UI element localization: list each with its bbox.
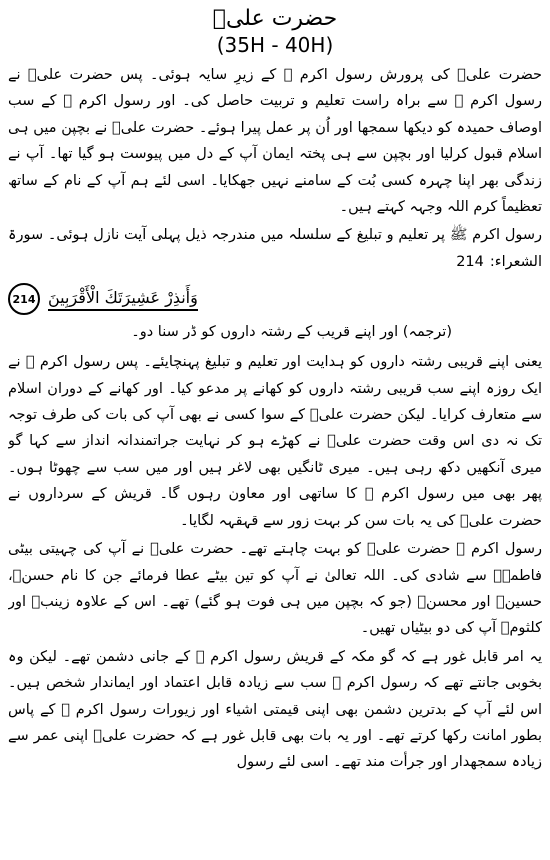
surah-reference: 214 xyxy=(456,253,484,270)
paragraph-invitation: یعنی اپنے قریبی رشتہ داروں کو ہدایت اور تعلیم و تبلیغ پہنچایئے۔ پس رسول اکرم ﷺ نے ایک روزہ اپنے سب قریبی رشتہ داروں کو کھانے پر مدعو کیا۔ اور کھانے کے دوران اسلام سے متعارف کرایا۔ لیکن حضرت علیؓ کے سوا کسی نے بھی آپ کی بات کی طرف توجہ تک نہ دی اس وقت حضرت علیؓ نے کھڑے ہو کر نہایت جراتمندانہ انداز سے کہا گو میری آنکھیں دکھ رہی ہیں۔ میری ٹانگیں بھی لاغر ہیں اور میں سب سے چھوٹا ہوں۔ پھر بھی میں رسول اکرم ﷺ کا ساتھی اور معاون رہوں گا۔ قریش کے سرداروں نے حضرت علیؓ کی یہ بات سن کر بہت زور سے قہقہہ لگایا۔ xyxy=(8,354,542,529)
quran-verse xyxy=(8,279,502,319)
paragraph-trust: یہ امر قابل غور ہے کہ گو مکہ کے قریش رسول اکرم ﷺ کے جانی دشمن تھے۔ لیکن وہ بخوبی جانتے تھے کہ رسول اکرم ﷺ سب سے زیادہ قابل اعتماد اور ایماندار شخص ہیں۔ اس لئے آپ کے بدترین دشمن بھی اپنی قیمتی اشیاء اور زیورات رسول اکرم ﷺ کے پاس بطور امانت رکھا کرتے تھے۔ اور یہ بات بھی قابل غور ہے کہ حضرت علیؓ اپنی عمر سے زیادہ سمجھدار اور جرأت مند تھے۔ اسی لئے رسول xyxy=(8,648,542,771)
period-label: (35H - 40H) xyxy=(216,33,334,57)
verse-arabic-text: وَأَنذِرْ عَشِيرَتَكَ الْأَقْرَبِينَ xyxy=(48,288,198,311)
verse-translation: (ترجمہ) اور اپنے قریب کے رشتہ داروں کو ڈر سنا دو۔ xyxy=(131,324,452,341)
paragraph-family: رسول اکرم ﷺ حضرت علیؓ کو بہت چاہتے تھے۔ حضرت علیؓ نے آپ کی چہیتی بیٹی فاطمہؓ سے شادی کی۔ اللہ تعالیٰ نے آپ کو تین بیٹے عطا فرمائے جن کا نام حسنؓ، حسینؓ اور محسنؓ (جو کہ بچپن میں ہی فوت ہو گئے) تھے۔ اس کے علاوہ زینبؓ اور کلثومؓ آپ کی دو بیٹیاں تھیں۔ xyxy=(8,541,542,637)
verse-number-badge: 214 xyxy=(8,283,40,315)
revelation-text: رسول اکرم ﷺ پر تعلیم و تبلیغ کے سلسلہ میں مندرجہ ذیل پہلی آیت نازل ہوئی۔ سورۃ الشعراء: xyxy=(8,227,542,270)
page-header xyxy=(8,6,542,62)
paragraph-revelation xyxy=(8,222,542,275)
paragraph-intro: حضرت علیؓ کی پرورش رسول اکرم ﷺ کے زیرِ سایہ ہوئی۔ پس حضرت علیؓ نے رسول اکرم ﷺ سے براہ راست تعلیم و تربیت حاصل کی۔ اور رسول اکرم ﷺ کے سب اوصاف حمیدہ کو دیکھا سمجھا اور اُن پر عمل پیرا ہوئے۔ حضرت علیؓ نے بچپن میں ہی اسلام قبول کرلیا اور بچپن سے ہی پختہ ایمان آپ کے دل میں پیوست ہو گیا تھا۔ آپ نے زندگی بھر اپنا چہرہ کسی بُت کے سامنے نہیں جھکایا۔ اسی لئے ہم آپ کے نام کے ساتھ تعظیماً کرم اللہ وجہہ کہتے ہیں۔ xyxy=(8,67,542,216)
document-page xyxy=(8,6,542,856)
page-title: حضرت علیؓ xyxy=(212,6,338,31)
